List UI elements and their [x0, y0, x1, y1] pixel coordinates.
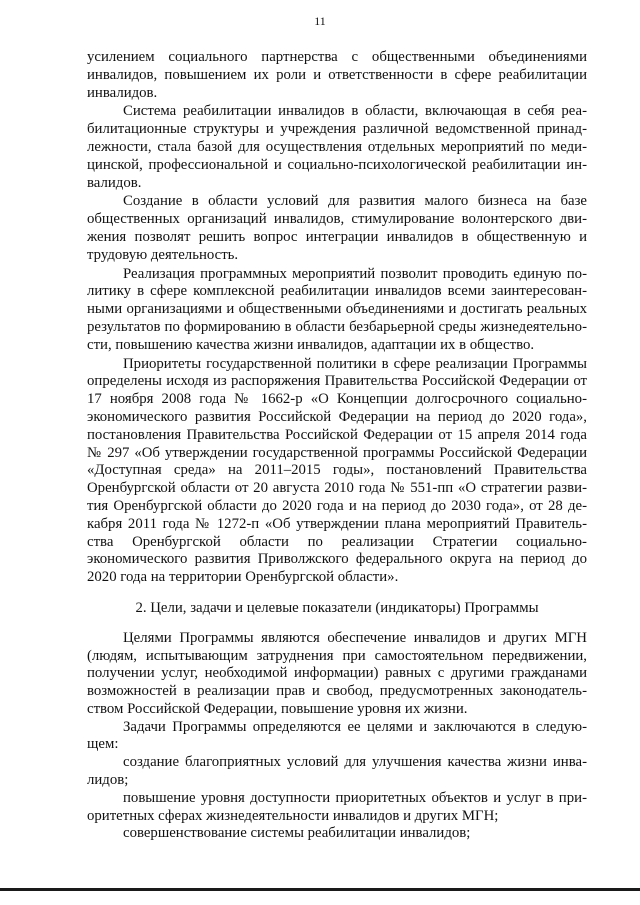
paragraph: Система реабилитации инвалидов в области, включающая в себя реабилитационные структуры и учреждения различной ведомственной принадлежности, стала базой для осуществления отдельных мероприятий по медицинской, профессиональной и социально-психологической реабилитации инвалидов.	[87, 103, 587, 191]
document-body	[87, 49, 587, 843]
list-item: создание благоприятных условий для улучшения качества жизни инвалидов;	[87, 754, 587, 789]
paragraph: Создание в области условий для развития малого бизнеса на базе общественных организаций инвалидов, стимулирование волонтерского движения позволят решить вопрос интеграции инвалидов в общественную и трудовую деятельность.	[87, 193, 587, 263]
page-number: 11	[314, 14, 326, 28]
paragraph: Задачи Программы определяются ее целями и заключаются в следующем:	[87, 718, 587, 753]
paragraph: усилением социального партнерства с общественными объединениями инвалидов, повышением их роли и ответственности в сфере реабилитации инвалидов.	[87, 49, 587, 101]
paragraph: Целями Программы являются обеспечение инвалидов и других МГН (людям, испытывающим затруднения при самостоятельном передвижении, получении услуг, необходимой информации) равных с другими гражданами возможностей в реализации прав и свобод, предусмотренных законодательством Российской Федерации, повышение уровня их жизни.	[87, 629, 587, 717]
paragraph: Приоритеты государственной политики в сфере реализации Программы определены исходя из распоряжения Правительства Российской Федерации от 17 ноября 2008 года № 1662-р «О Концепции долгосрочного социально-экономического развития Российской Федерации на период до 2020 года», постановления Правительства Российской Федерации от 15 апреля 2014 года № 297 «Об утверждении государственной программы Российской Федерации «Доступная среда» на 2011–2015 годы», постановлений Правительства Оренбургской области от 20 августа 2010 года № 551-пп «О стратегии развития Оренбургской области до 2020 года и на период до 2030 года», от 28 декабря 2011 года № 1272-п «Об утверждении плана мероприятий Правительства Оренбургской области по реализации Стратегии социально-экономического развития Приволжского федерального округа на период до 2020 года на территории Оренбургской области».	[87, 355, 587, 586]
list-item: повышение уровня доступности приоритетных объектов и услуг в приоритетных сферах жизнедеятельности инвалидов и других МГН;	[87, 789, 587, 824]
paragraph: Реализация программных мероприятий позволит проводить единую политику в сфере комплексной реабилитации инвалидов всеми заинтересованными организациями и общественными объединениями и достигать реальных результатов по формированию в области безбарьерной среды жизнедеятельности, повышению качества жизни инвалидов, адаптации их в общество.	[87, 265, 587, 353]
bottom-rule	[0, 888, 640, 891]
list-item: совершенствование системы реабилитации инвалидов;	[123, 825, 471, 842]
section-heading: 2. Цели, задачи и целевые показатели (индикаторы) Программы	[135, 599, 539, 616]
